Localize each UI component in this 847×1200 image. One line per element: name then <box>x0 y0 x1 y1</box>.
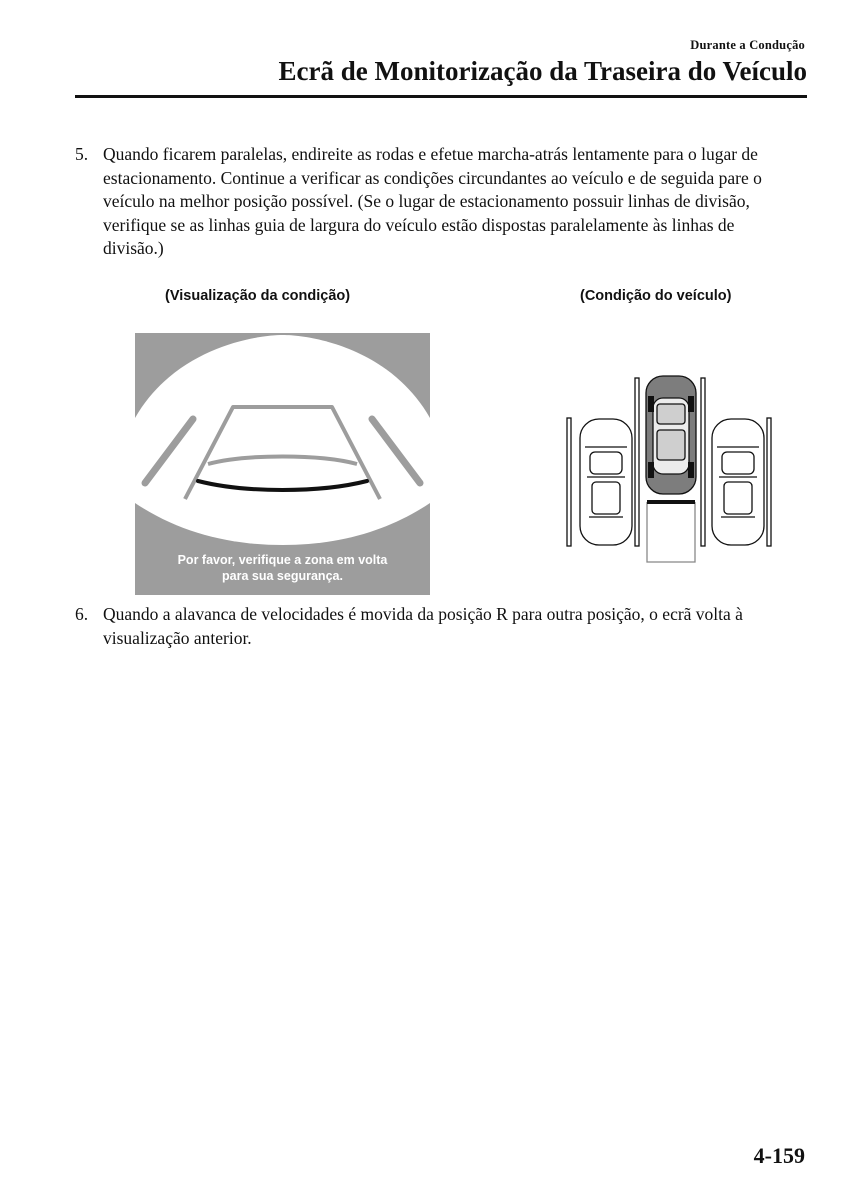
camera-warning-message <box>135 552 430 584</box>
step-text: Quando ficarem paralelas, endireite as rodas e efetue marcha-atrás lentamente para o lugar de estacionamento. Continue a verificar as condições circundantes ao veículo e de seguida pare o veículo na melhor posição possível. (Se o lugar de estacionamento possuir linhas de divisão, verifique se as linhas guia de largura do veículo estão dispostas paralelamente às linhas de divisão.) <box>103 144 762 259</box>
parking-divider-right <box>767 418 771 546</box>
parking-divider-left <box>567 418 571 546</box>
parking-diagram <box>563 372 773 564</box>
reversing-car <box>646 376 696 494</box>
wheel <box>688 462 694 478</box>
section-label: Durante a Condução <box>690 38 805 52</box>
page-number: 4-159 <box>753 1143 805 1168</box>
title-rule <box>75 95 807 98</box>
parked-car-left <box>580 419 632 545</box>
caption-condition-view: (Visualização da condição) <box>165 288 351 304</box>
page-title: Ecrã de Monitorização da Traseira do Veículo <box>278 56 807 86</box>
camera-warning-line-1: Por favor, verifique a zona em volta <box>177 553 388 567</box>
step-5 <box>75 143 785 261</box>
parking-divider-2 <box>635 378 639 546</box>
parking-space-lines <box>647 502 695 562</box>
parking-divider-3 <box>701 378 705 546</box>
wheel <box>688 396 694 412</box>
step-number: 6. <box>75 604 89 624</box>
wheel <box>648 462 654 478</box>
caption-vehicle-condition: (Condição do veículo) <box>580 288 732 304</box>
parked-car-right <box>712 419 764 545</box>
camera-warning-line-2: para sua segurança. <box>222 569 343 583</box>
step-6 <box>75 603 785 650</box>
step-text: Quando a alavanca de velocidades é movida da posição R para outra posição, o ecrã volta à visualização anterior. <box>103 604 743 648</box>
step-number: 5. <box>75 144 89 164</box>
wheel <box>648 396 654 412</box>
